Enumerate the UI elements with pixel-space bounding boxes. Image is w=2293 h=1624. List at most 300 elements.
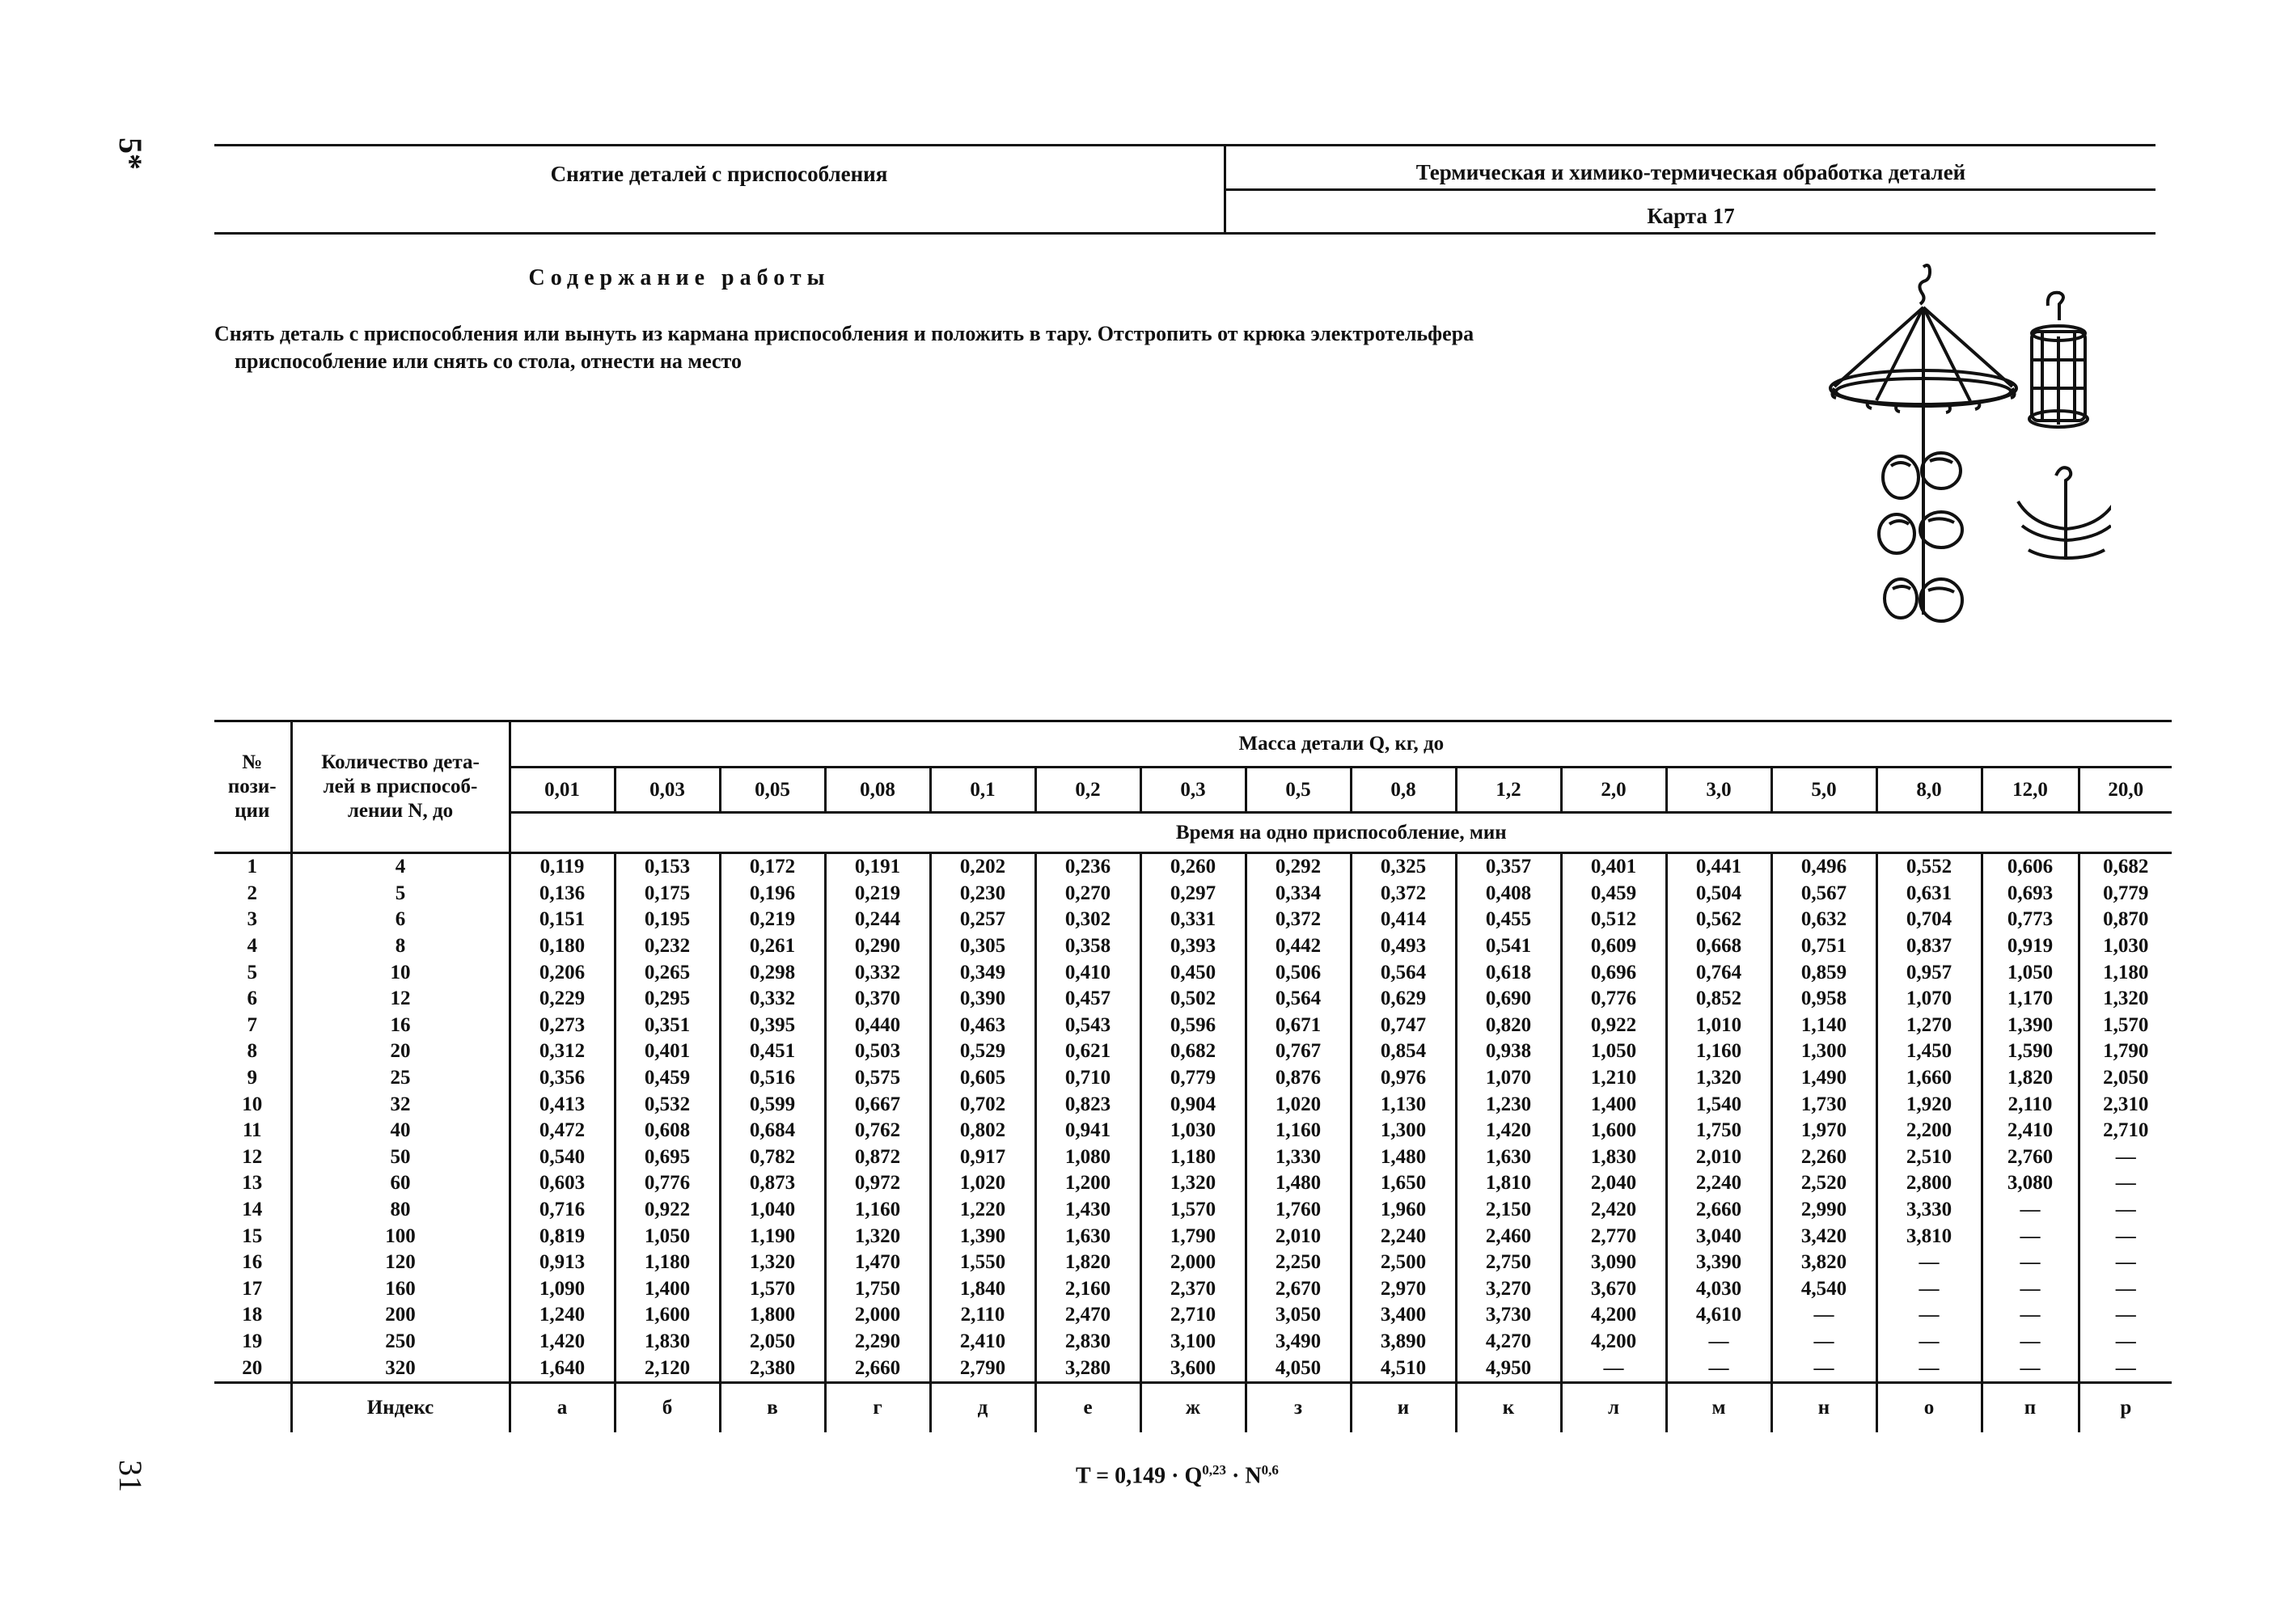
time-cell: 0,779: [1140, 1065, 1246, 1092]
time-cell: 1,640: [510, 1355, 615, 1382]
time-cell: 0,751: [1771, 933, 1876, 960]
time-cell: 2,010: [1246, 1223, 1351, 1250]
row-quantity: 120: [291, 1250, 510, 1276]
time-cell: 1,200: [1035, 1170, 1140, 1197]
table-row: [214, 959, 2172, 986]
time-cell: 1,600: [1561, 1118, 1666, 1144]
time-cell: 3,390: [1666, 1250, 1771, 1276]
time-cell: 1,030: [1140, 1118, 1246, 1144]
time-cell: 2,750: [1456, 1250, 1561, 1276]
time-cell: 0,450: [1140, 959, 1246, 986]
time-cell: 2,420: [1561, 1197, 1666, 1224]
time-cell: 0,219: [825, 881, 930, 907]
index-cell-13: о: [1876, 1382, 1982, 1432]
time-cell: 4,030: [1666, 1276, 1771, 1303]
table-row: [214, 1091, 2172, 1118]
time-cell: 0,260: [1140, 853, 1246, 881]
time-cell: 0,776: [1561, 986, 1666, 1013]
row-quantity: 16: [291, 1013, 510, 1039]
time-cell: 1,750: [1666, 1118, 1771, 1144]
time-cell: 0,904: [1140, 1091, 1246, 1118]
time-cell: —: [2079, 1223, 2172, 1250]
row-position: 11: [242, 1119, 262, 1142]
time-cell: 2,660: [1666, 1197, 1771, 1224]
table-row: [214, 1065, 2172, 1092]
time-cell: 2,800: [1876, 1170, 1982, 1197]
time-cell: 3,600: [1140, 1355, 1246, 1382]
time-cell: 1,420: [1456, 1118, 1561, 1144]
time-cell: 0,682: [1140, 1038, 1246, 1065]
time-cell: 0,567: [1771, 881, 1876, 907]
time-cell: 0,459: [1561, 881, 1666, 907]
time-cell: 1,070: [1876, 986, 1982, 1013]
mass-col-9: 1,2: [1456, 768, 1561, 813]
row-position: 1: [247, 856, 257, 878]
time-cell: 2,500: [1351, 1250, 1456, 1276]
time-cell: 2,050: [720, 1329, 825, 1355]
time-cell: 2,410: [1982, 1118, 2079, 1144]
time-cell: 0,631: [1876, 881, 1982, 907]
row-position: 4: [247, 935, 257, 958]
time-cell: 1,170: [1982, 986, 2079, 1013]
time-cell: 0,292: [1246, 853, 1351, 881]
time-cell: 0,941: [1035, 1118, 1140, 1144]
table-row: [214, 1118, 2172, 1144]
col-position-line-3: ции: [235, 800, 270, 822]
col-quantity-line-2: лей в приспособ-: [323, 776, 478, 797]
time-cell: 0,609: [1561, 933, 1666, 960]
time-cell: 1,450: [1876, 1038, 1982, 1065]
time-cell: 0,298: [720, 959, 825, 986]
index-label: Индекс: [291, 1382, 510, 1432]
table-row: [214, 1276, 2172, 1303]
time-cell: 0,151: [510, 907, 615, 933]
col-quantity-line-1: Количество дета-: [321, 751, 480, 773]
time-cell: —: [1561, 1355, 1666, 1382]
time-cell: 2,290: [825, 1329, 930, 1355]
time-cell: 1,750: [825, 1276, 930, 1303]
time-cell: 0,244: [825, 907, 930, 933]
time-cell: 0,854: [1351, 1038, 1456, 1065]
mass-col-11: 3,0: [1666, 768, 1771, 813]
row-quantity: 80: [291, 1197, 510, 1224]
time-cell: 0,202: [930, 853, 1035, 881]
mass-col-13: 8,0: [1876, 768, 1982, 813]
time-cell: 2,470: [1035, 1302, 1140, 1329]
index-cell-3: г: [825, 1382, 930, 1432]
time-cell: 0,506: [1246, 959, 1351, 986]
time-cell: 0,552: [1876, 853, 1982, 881]
index-cell-4: д: [930, 1382, 1035, 1432]
time-header: Время на одно приспособление, мин: [510, 813, 2172, 853]
time-cell: 0,767: [1246, 1038, 1351, 1065]
time-cell: 2,760: [1982, 1144, 2079, 1171]
time-cell: 1,240: [510, 1302, 615, 1329]
time-cell: 3,820: [1771, 1250, 1876, 1276]
time-cell: 0,873: [720, 1170, 825, 1197]
index-cell-14: п: [1982, 1382, 2079, 1432]
time-cell: 0,334: [1246, 881, 1351, 907]
time-cell: 0,606: [1982, 853, 2079, 881]
row-quantity: 6: [291, 907, 510, 933]
time-cell: 2,790: [930, 1355, 1035, 1382]
col-position-header: [214, 721, 291, 853]
time-cell: 0,331: [1140, 907, 1246, 933]
time-cell: 0,922: [1561, 1013, 1666, 1039]
time-cell: 0,413: [510, 1091, 615, 1118]
time-cell: 0,512: [1561, 907, 1666, 933]
mass-col-1: 0,03: [615, 768, 720, 813]
time-cell: —: [1771, 1329, 1876, 1355]
time-cell: 2,160: [1035, 1276, 1140, 1303]
time-cell: 3,670: [1561, 1276, 1666, 1303]
time-cell: 1,010: [1666, 1013, 1771, 1039]
time-cell: 0,408: [1456, 881, 1561, 907]
row-quantity: 60: [291, 1170, 510, 1197]
time-cell: 0,503: [825, 1038, 930, 1065]
time-cell: 1,050: [1982, 959, 2079, 986]
row-quantity: 10: [291, 959, 510, 986]
time-cell: 0,195: [615, 907, 720, 933]
row-position: 2: [247, 882, 257, 904]
time-cell: 1,490: [1771, 1065, 1876, 1092]
time-cell: 0,852: [1666, 986, 1771, 1013]
time-cell: 1,160: [1246, 1118, 1351, 1144]
index-cell-10: л: [1561, 1382, 1666, 1432]
time-cell: 0,451: [720, 1038, 825, 1065]
time-cell: 0,236: [1035, 853, 1140, 881]
index-cell-11: м: [1666, 1382, 1771, 1432]
table-row: [214, 881, 2172, 907]
time-cell: 3,330: [1876, 1197, 1982, 1224]
time-cell: 1,320: [720, 1250, 825, 1276]
time-cell: 0,302: [1035, 907, 1140, 933]
time-cell: 3,810: [1876, 1223, 1982, 1250]
time-cell: 0,172: [720, 853, 825, 881]
time-cell: 1,570: [720, 1276, 825, 1303]
time-cell: 3,890: [1351, 1329, 1456, 1355]
time-cell: 0,401: [615, 1038, 720, 1065]
mass-col-6: 0,3: [1140, 768, 1246, 813]
time-cell: 2,670: [1246, 1276, 1351, 1303]
time-cell: —: [1876, 1329, 1982, 1355]
time-cell: 0,516: [720, 1065, 825, 1092]
time-cell: 2,240: [1666, 1170, 1771, 1197]
time-cell: 2,380: [720, 1355, 825, 1382]
time-cell: 0,196: [720, 881, 825, 907]
time-cell: 0,372: [1351, 881, 1456, 907]
time-cell: 0,668: [1666, 933, 1771, 960]
time-cell: 1,160: [1666, 1038, 1771, 1065]
table-row: [214, 1038, 2172, 1065]
time-cell: 0,540: [510, 1144, 615, 1171]
time-cell: 0,455: [1456, 907, 1561, 933]
time-cell: 2,370: [1140, 1276, 1246, 1303]
time-norms-table: [214, 720, 2172, 1432]
time-cell: 2,310: [2079, 1091, 2172, 1118]
time-cell: —: [2079, 1144, 2172, 1171]
time-cell: 0,493: [1351, 933, 1456, 960]
time-cell: 2,250: [1246, 1250, 1351, 1276]
time-cell: 1,080: [1035, 1144, 1140, 1171]
time-cell: 0,776: [615, 1170, 720, 1197]
time-cell: —: [1771, 1302, 1876, 1329]
index-cell-0: а: [510, 1382, 615, 1432]
time-cell: 3,090: [1561, 1250, 1666, 1276]
time-cell: 0,957: [1876, 959, 1982, 986]
time-cell: 0,206: [510, 959, 615, 986]
row-position: 3: [247, 908, 257, 931]
time-cell: 0,667: [825, 1091, 930, 1118]
time-cell: 1,140: [1771, 1013, 1876, 1039]
time-cell: 1,180: [615, 1250, 720, 1276]
time-cell: 1,590: [1982, 1038, 2079, 1065]
time-cell: 1,220: [930, 1197, 1035, 1224]
time-cell: 1,090: [510, 1276, 615, 1303]
time-cell: 0,696: [1561, 959, 1666, 986]
time-cell: 1,070: [1456, 1065, 1561, 1092]
time-cell: 0,599: [720, 1091, 825, 1118]
time-cell: 0,463: [930, 1013, 1035, 1039]
time-cell: 2,240: [1351, 1223, 1456, 1250]
time-cell: 4,200: [1561, 1329, 1666, 1355]
mass-header: Масса детали Q, кг, до: [510, 721, 2172, 768]
content-line-1: Снять деталь с приспособления или вынуть из кармана приспособления и положить в тару. Отстропить от крюка электротельфера: [214, 322, 1474, 345]
row-position: 8: [247, 1040, 257, 1063]
time-cell: 0,529: [930, 1038, 1035, 1065]
time-cell: 4,510: [1351, 1355, 1456, 1382]
time-cell: 1,270: [1876, 1013, 1982, 1039]
header-top-rule: [214, 144, 2156, 146]
row-quantity: 200: [291, 1302, 510, 1329]
time-cell: 1,650: [1351, 1170, 1456, 1197]
time-cell: —: [1876, 1276, 1982, 1303]
time-cell: 0,621: [1035, 1038, 1140, 1065]
time-cell: 0,219: [720, 907, 825, 933]
table-row: [214, 933, 2172, 960]
index-row: [214, 1382, 2172, 1432]
time-cell: 0,564: [1351, 959, 1456, 986]
table-row: [214, 1223, 2172, 1250]
time-cell: 0,410: [1035, 959, 1140, 986]
row-quantity: 8: [291, 933, 510, 960]
time-cell: 0,872: [825, 1144, 930, 1171]
time-cell: 0,747: [1351, 1013, 1456, 1039]
time-cell: 4,200: [1561, 1302, 1666, 1329]
row-position: 18: [242, 1304, 263, 1326]
time-cell: 1,390: [930, 1223, 1035, 1250]
time-cell: 0,532: [615, 1091, 720, 1118]
time-cell: 1,210: [1561, 1065, 1666, 1092]
time-cell: 0,351: [615, 1013, 720, 1039]
time-cell: 1,550: [930, 1250, 1035, 1276]
time-cell: 0,357: [1456, 853, 1561, 881]
time-cell: 1,960: [1351, 1197, 1456, 1224]
time-cell: 1,430: [1035, 1197, 1140, 1224]
time-cell: 0,704: [1876, 907, 1982, 933]
time-cell: —: [1666, 1329, 1771, 1355]
time-cell: 2,010: [1666, 1144, 1771, 1171]
row-position: 12: [242, 1145, 263, 1168]
time-cell: 0,541: [1456, 933, 1561, 960]
mass-col-12: 5,0: [1771, 768, 1876, 813]
time-cell: 0,575: [825, 1065, 930, 1092]
time-cell: 1,970: [1771, 1118, 1876, 1144]
time-cell: 0,370: [825, 986, 930, 1013]
index-cell-9: к: [1456, 1382, 1561, 1432]
time-cell: 2,110: [930, 1302, 1035, 1329]
index-cell-6: ж: [1140, 1382, 1246, 1432]
time-cell: 0,629: [1351, 986, 1456, 1013]
table-row: [214, 1250, 2172, 1276]
time-cell: 3,040: [1666, 1223, 1771, 1250]
time-cell: 1,320: [2079, 986, 2172, 1013]
time-cell: 0,297: [1140, 881, 1246, 907]
time-cell: 1,180: [1140, 1144, 1246, 1171]
time-cell: 0,295: [615, 986, 720, 1013]
time-cell: 0,779: [2079, 881, 2172, 907]
time-cell: —: [1982, 1355, 2079, 1382]
time-cell: 0,442: [1246, 933, 1351, 960]
time-cell: 0,671: [1246, 1013, 1351, 1039]
time-cell: 0,356: [510, 1065, 615, 1092]
mass-col-3: 0,08: [825, 768, 930, 813]
row-quantity: 25: [291, 1065, 510, 1092]
time-cell: —: [1666, 1355, 1771, 1382]
time-cell: 1,790: [2079, 1038, 2172, 1065]
time-cell: 0,153: [615, 853, 720, 881]
time-cell: 1,020: [930, 1170, 1035, 1197]
time-cell: —: [1982, 1329, 2079, 1355]
row-position: 7: [247, 1013, 257, 1036]
time-cell: 0,441: [1666, 853, 1771, 881]
time-cell: —: [2079, 1197, 2172, 1224]
mass-col-15: 20,0: [2079, 768, 2172, 813]
time-cell: —: [1876, 1302, 1982, 1329]
table-row: [214, 1329, 2172, 1355]
time-cell: 2,710: [2079, 1118, 2172, 1144]
time-cell: 2,990: [1771, 1197, 1876, 1224]
col-quantity-header: [291, 721, 510, 853]
mass-col-2: 0,05: [720, 768, 825, 813]
row-position: 5: [247, 961, 257, 983]
time-cell: 0,332: [720, 986, 825, 1013]
index-cell-15: р: [2079, 1382, 2172, 1432]
index-cell-12: н: [1771, 1382, 1876, 1432]
table-row: [214, 1302, 2172, 1329]
formula-exp-n: 0,6: [1261, 1462, 1279, 1478]
time-cell: 1,630: [1456, 1144, 1561, 1171]
time-cell: 0,876: [1246, 1065, 1351, 1092]
row-position: 20: [242, 1356, 263, 1379]
time-cell: 1,230: [1456, 1091, 1561, 1118]
row-position: 13: [242, 1172, 263, 1195]
header-mid-rule: [1225, 188, 2156, 191]
time-cell: 0,564: [1246, 986, 1351, 1013]
time-cell: 0,695: [615, 1144, 720, 1171]
time-cell: 2,260: [1771, 1144, 1876, 1171]
time-cell: 0,261: [720, 933, 825, 960]
time-cell: 0,175: [615, 881, 720, 907]
fixtures-drawing-icon: [1820, 259, 2111, 647]
row-quantity: 12: [291, 986, 510, 1013]
row-quantity: 50: [291, 1144, 510, 1171]
time-cell: —: [1771, 1355, 1876, 1382]
side-mark: 5*: [112, 137, 149, 170]
time-cell: 1,050: [1561, 1038, 1666, 1065]
time-cell: 1,600: [615, 1302, 720, 1329]
mass-col-7: 0,5: [1246, 768, 1351, 813]
time-cell: 0,596: [1140, 1013, 1246, 1039]
row-quantity: 320: [291, 1355, 510, 1382]
time-cell: —: [2079, 1276, 2172, 1303]
time-cell: 0,922: [615, 1197, 720, 1224]
time-cell: 0,764: [1666, 959, 1771, 986]
time-cell: 0,782: [720, 1144, 825, 1171]
time-cell: 0,682: [2079, 853, 2172, 881]
row-position: 14: [242, 1199, 263, 1221]
time-cell: 0,958: [1771, 986, 1876, 1013]
time-cell: —: [1876, 1355, 1982, 1382]
time-cell: 0,870: [2079, 907, 2172, 933]
time-cell: 2,000: [1140, 1250, 1246, 1276]
row-position: 17: [242, 1277, 263, 1300]
time-cell: 2,970: [1351, 1276, 1456, 1303]
time-cell: 0,762: [825, 1118, 930, 1144]
time-cell: 1,030: [2079, 933, 2172, 960]
time-cell: 0,136: [510, 881, 615, 907]
time-cell: 0,325: [1351, 853, 1456, 881]
table-row: [214, 1144, 2172, 1171]
time-cell: 1,810: [1456, 1170, 1561, 1197]
time-cell: 0,191: [825, 853, 930, 881]
time-cell: 1,300: [1351, 1118, 1456, 1144]
time-cell: 1,050: [615, 1223, 720, 1250]
time-cell: —: [2079, 1170, 2172, 1197]
time-cell: 1,480: [1351, 1144, 1456, 1171]
row-quantity: 4: [291, 853, 510, 881]
time-cell: 3,050: [1246, 1302, 1351, 1329]
time-cell: 1,830: [615, 1329, 720, 1355]
mass-col-5: 0,2: [1035, 768, 1140, 813]
time-cell: 1,180: [2079, 959, 2172, 986]
time-cell: 4,270: [1456, 1329, 1561, 1355]
row-quantity: 5: [291, 881, 510, 907]
time-cell: 2,410: [930, 1329, 1035, 1355]
time-cell: 0,349: [930, 959, 1035, 986]
time-cell: 1,130: [1351, 1091, 1456, 1118]
time-cell: 0,312: [510, 1038, 615, 1065]
time-cell: 1,820: [1982, 1065, 2079, 1092]
row-quantity: 100: [291, 1223, 510, 1250]
time-cell: 3,270: [1456, 1276, 1561, 1303]
time-cell: 2,770: [1561, 1223, 1666, 1250]
table-row: [214, 1197, 2172, 1224]
time-cell: 0,270: [1035, 881, 1140, 907]
section-title: Содержание работы: [528, 265, 831, 290]
time-cell: 0,290: [825, 933, 930, 960]
time-cell: 0,180: [510, 933, 615, 960]
time-cell: —: [1982, 1276, 2079, 1303]
time-cell: 0,273: [510, 1013, 615, 1039]
time-cell: 1,040: [720, 1197, 825, 1224]
time-cell: 0,684: [720, 1118, 825, 1144]
time-cell: 1,830: [1561, 1144, 1666, 1171]
table-row: [214, 986, 2172, 1013]
time-cell: 0,837: [1876, 933, 1982, 960]
formula-exp-q: 0,23: [1202, 1462, 1226, 1478]
mass-col-0: 0,01: [510, 768, 615, 813]
